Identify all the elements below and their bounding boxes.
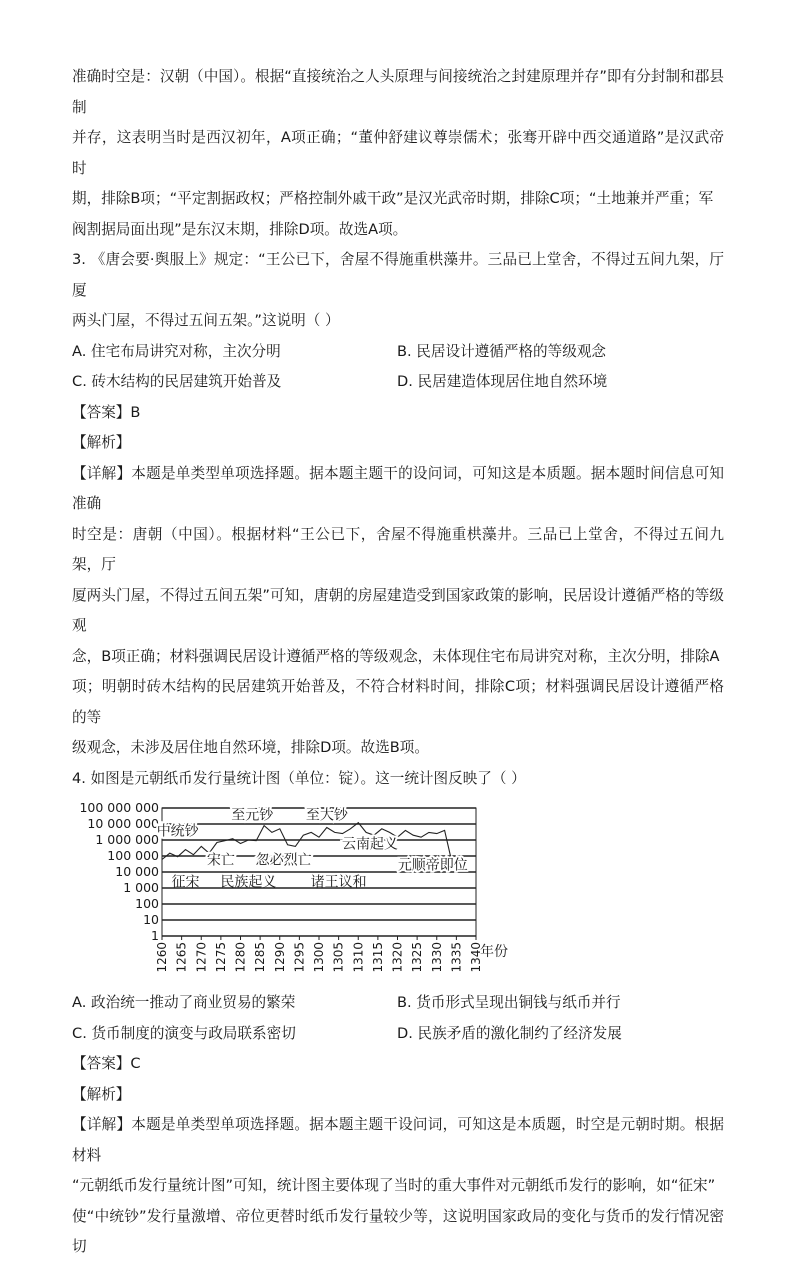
x-tick-label: 1315 <box>370 942 385 973</box>
x-tick-label: 1300 <box>312 942 326 973</box>
q3-option-c: C. 砖木结构的民居建筑开始普及 <box>72 373 282 390</box>
q4-analysis-label: 【解析】 <box>72 1085 131 1103</box>
q4-option-b: B. 货币形式呈现出铜钱与纸币并行 <box>397 994 621 1011</box>
q3-option-a: A. 住宅布局讲究对称，主次分明 <box>72 342 281 360</box>
chart-annotation: 诸王议和 <box>310 874 367 891</box>
q3-detail-line: 念，B项正确；材料强调民居设计遵循严格的等级观念，未体现住宅布局讲究对称，主次分明，排除A <box>72 647 720 665</box>
intro-line: 准确时空是：汉朝（中国）。根据“直接统治之人头原理与间接统治之封建原理并存”即有分封制和郡县制 <box>72 68 724 116</box>
q4-detail-line: 【详解】本题是单类型单项选择题。据本题主题干设问词，可知这是本质题，时空是元朝时期。根据材料 <box>72 1116 724 1164</box>
x-tick-label: 1295 <box>292 942 307 973</box>
y-tick-label: 10 <box>143 912 159 927</box>
y-tick-label: 10 000 000 <box>87 816 159 831</box>
q3-stem-line: 两头门屋，不得过五间五架。”这说明（ ） <box>72 312 340 329</box>
chart-annotation: 元顺帝即位 <box>397 857 468 874</box>
q4-option-c: C. 货币制度的演变与政局联系密切 <box>72 1024 296 1042</box>
y-tick-label: 1 000 000 <box>95 832 159 847</box>
q4-answer: 【答案】C <box>72 1055 141 1072</box>
chart-annotation: 民族起义 <box>220 874 277 891</box>
y-tick-label: 100 000 000 <box>79 800 159 815</box>
x-tick-label: 1335 <box>449 942 464 973</box>
chart-annotation: 宋亡 <box>206 852 235 869</box>
q4-option-d: D. 民族矛盾的激化制约了经济发展 <box>397 1024 622 1042</box>
x-tick-label: 1325 <box>410 942 425 973</box>
x-tick-label: 1290 <box>272 942 287 973</box>
intro-line: 阀割据局面出现”是东汉末期，排除D项。故选A项。 <box>72 220 408 238</box>
y-tick-label: 10 000 <box>115 864 159 879</box>
q3-options <box>72 337 724 398</box>
paper-money-chart-svg <box>72 800 512 982</box>
x-tick-label: 1305 <box>331 942 346 973</box>
chart-annotation: 忽必烈亡 <box>255 852 312 869</box>
x-tick-label: 1330 <box>429 942 444 973</box>
q3-detail-line: 【详解】本题是单类型单项选择题。据本题主题干的设问词，可知这是本质题。据本题时间信息可知准确 <box>72 464 724 512</box>
paper-money-chart <box>72 800 724 982</box>
q4-option-a: A. 政治统一推动了商业贸易的繁荣 <box>72 994 296 1011</box>
document-page <box>72 62 724 1263</box>
y-tick-label: 100 000 <box>107 848 159 863</box>
x-tick-label: 1265 <box>174 942 189 973</box>
q3-detail-line: 项；明朝时砖木结构的民居建筑开始普及，不符合材料时间，排除C项；材料强调民居设计遵循严格的等 <box>72 678 724 726</box>
chart-annotation: 至大钞 <box>305 807 348 824</box>
x-tick-label: 1320 <box>390 942 405 973</box>
q3-option-b: B. 民居设计遵循严格的等级观念 <box>397 342 607 360</box>
chart-annotation: 征宋 <box>171 874 200 891</box>
intro-line: 期，排除B项；“平定割据政权；严格控制外戚干政”是汉光武帝时期，排除C项；“土地兼并严重；军 <box>72 190 714 207</box>
q3-detail-line: 级观念，未涉及居住地自然环境，排除D项。故选B项。 <box>72 739 429 756</box>
y-tick-label: 100 <box>135 896 159 911</box>
q3-option-d: D. 民居建造体现居住地自然环境 <box>397 373 608 390</box>
x-tick-label: 1310 <box>351 942 366 973</box>
intro-line: 并存，这表明当时是西汉初年，A项正确；“董仲舒建议尊崇儒术；张骞开辟中西交通道路”是汉武帝时 <box>72 129 724 177</box>
x-tick-label: 1285 <box>253 942 268 973</box>
q3-answer: 【答案】B <box>72 403 141 421</box>
x-tick-label: 1260 <box>155 942 169 973</box>
q4-stem: 4. 如图是元朝纸币发行量统计图（单位：锭）。这一统计图反映了（ ） <box>72 769 526 787</box>
x-axis-label: 年份 <box>480 944 508 960</box>
q3-detail-line: 时空是：唐朝（中国）。根据材料“王公已下，舍屋不得施重栱藻井。三品已上堂舍，不得过五间九架，厅 <box>72 525 724 573</box>
q4-detail-line: “元朝纸币发行量统计图”可知，统计图主要体现了当时的重大事件对元朝纸币发行的影响，如“征宋” <box>72 1177 716 1194</box>
chart-annotation: 云南起义 <box>342 836 399 853</box>
y-tick-label: 1 000 <box>123 880 159 895</box>
q3-analysis-label: 【解析】 <box>72 434 131 451</box>
chart-annotation: 至元钞 <box>231 807 274 824</box>
q3-detail-line: 厦两头门屋，不得过五间五架”可知，唐朝的房屋建造受到国家政策的影响，民居设计遵循严格的等级观 <box>72 586 724 634</box>
q4-detail-line: 使“中统钞”发行量激增、帝位更替时纸币发行量较少等，这说明国家政局的变化与货币的发行情况密切 <box>72 1207 724 1255</box>
q4-options <box>72 988 724 1049</box>
x-tick-label: 1340 <box>469 942 483 973</box>
x-tick-label: 1280 <box>233 942 248 973</box>
x-tick-label: 1270 <box>194 942 209 973</box>
chart-annotation: 中统钞 <box>156 823 199 840</box>
q3-stem-line: 3. 《唐会要·舆服上》规定：“王公已下，舍屋不得施重栱藻井。三品已上堂舍，不得过五间九架，厅厦 <box>72 251 724 299</box>
y-tick-label: 1 <box>151 928 159 943</box>
x-tick-label: 1275 <box>213 942 228 973</box>
